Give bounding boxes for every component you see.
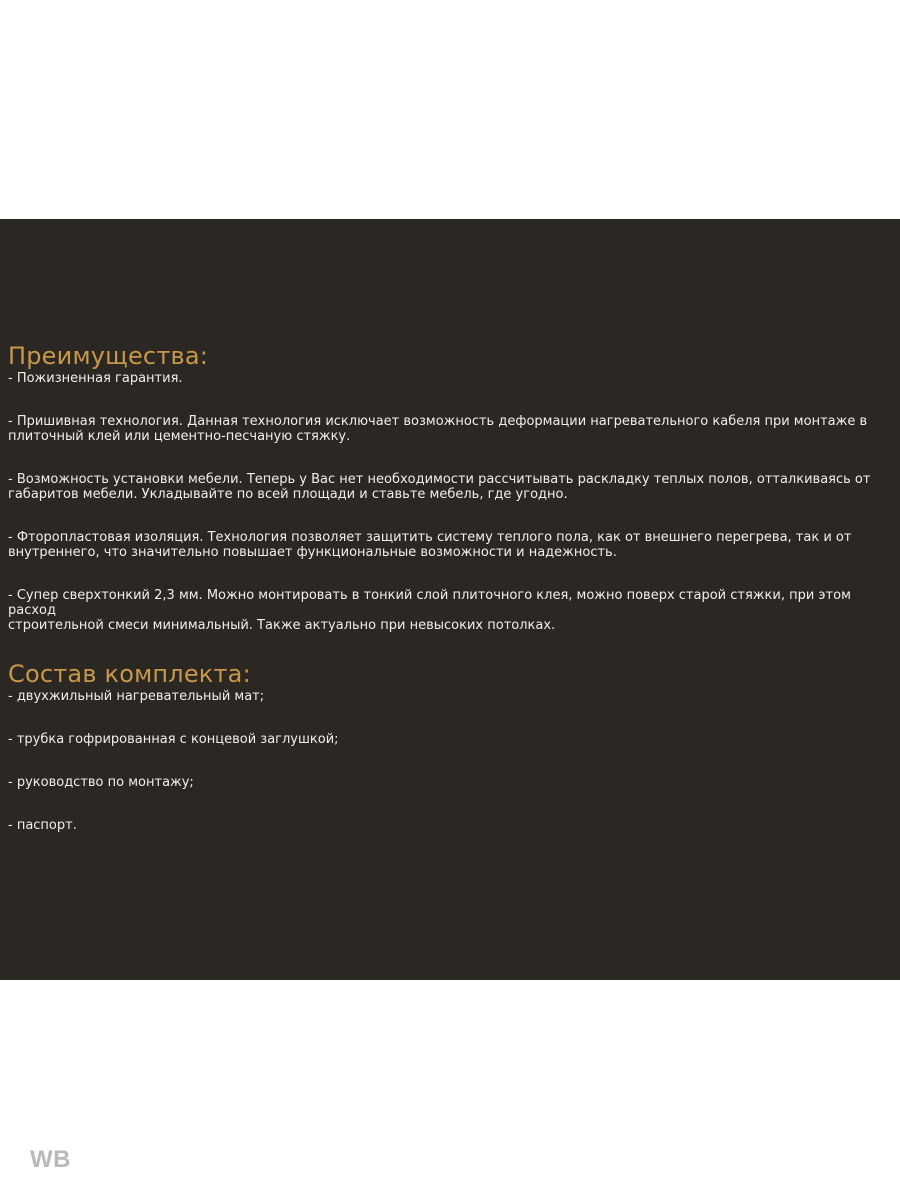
kit-item: - паспорт. — [8, 818, 77, 833]
wb-watermark-logo: WB — [30, 1146, 71, 1173]
kit-contents-heading: Состав комплекта: — [8, 660, 251, 688]
kit-item: - руководство по монтажу; — [8, 775, 194, 790]
kit-item: - двухжильный нагревательный мат; — [8, 689, 265, 704]
product-info-panel — [0, 219, 900, 980]
kit-contents-section — [8, 659, 888, 833]
advantage-item: - Супер сверхтонкий 2,3 мм. Можно монтировать в тонкий слой плиточного клея, можно поверх старой стяжки, при этом расход строительной смеси минимальный. Также актуально при невысоких потолках. — [8, 588, 851, 633]
product-info-content — [8, 341, 888, 861]
kit-item: - трубка гофрированная с концевой заглушкой; — [8, 732, 339, 747]
advantages-heading: Преимущества: — [8, 342, 209, 370]
advantages-section — [8, 341, 888, 633]
advantage-item: - Фторопластовая изоляция. Технология позволяет защитить систему теплого пола, как от внешнего перегрева, так и от внутреннего, что значительно повышает функциональные возможности и надежность. — [8, 530, 852, 560]
advantage-item: - Возможность установки мебели. Теперь у Вас нет необходимости рассчитывать раскладку теплых полов, отталкиваясь от габаритов мебели. Укладывайте по всей площади и ставьте мебель, где угодно. — [8, 472, 871, 502]
advantage-item: - Пришивная технология. Данная технология исключает возможность деформации нагревательного кабеля при монтаже в плиточный клей или цементно-песчаную стяжку. — [8, 414, 868, 444]
advantage-item: - Пожизненная гарантия. — [8, 371, 183, 386]
